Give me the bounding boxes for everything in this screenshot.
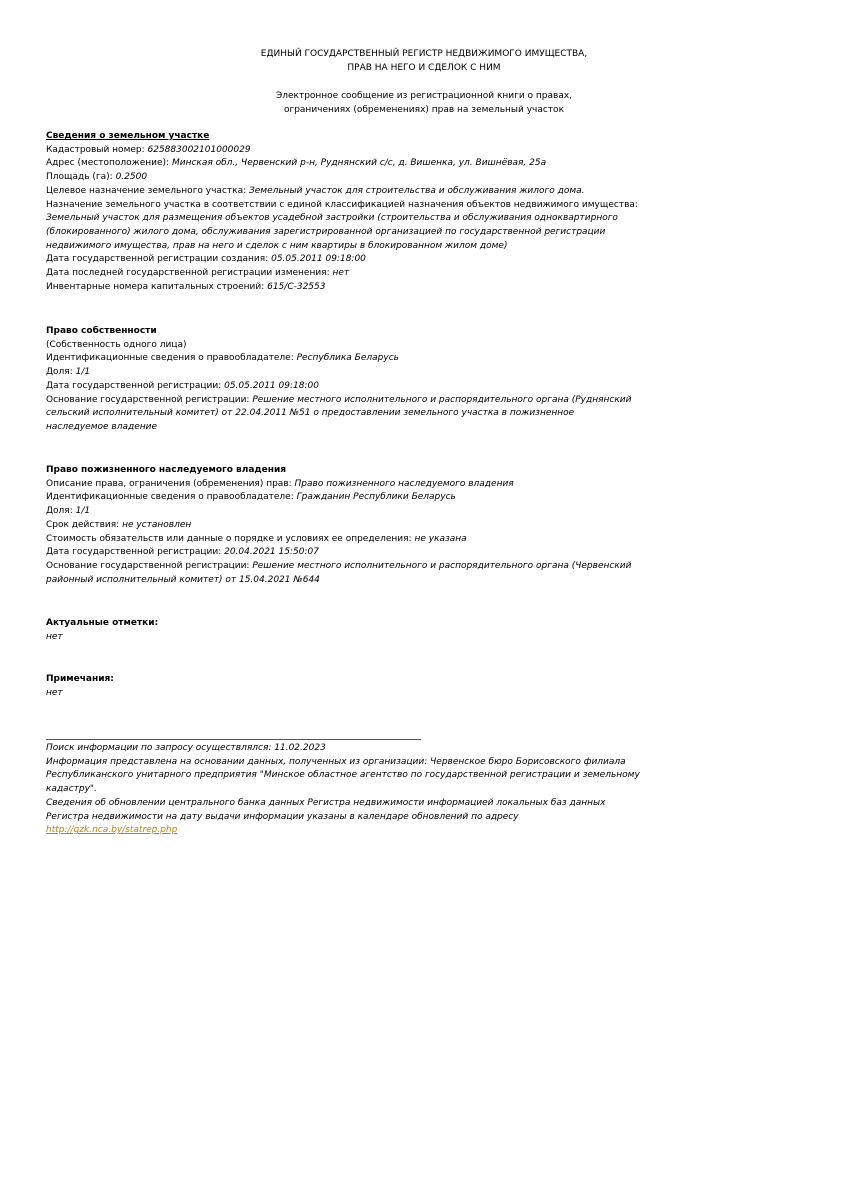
lifetime-basis-value-line-2: районный исполнительный комитет) от 15.04.2021 №644: [46, 574, 320, 585]
ownership-basis-value-line-1: Решение местного исполнительного и распорядительного органа (Руднянский: [252, 394, 632, 405]
last-change-label: Дата последней государственной регистрации изменения:: [46, 268, 333, 279]
ownership-holder-row: [46, 352, 816, 366]
land-plot-heading: Сведения о земельном участке: [46, 131, 210, 141]
ownership-share-row: [46, 366, 816, 380]
address-value: Минская обл., Червенский р-н, Руднянский с/с, д. Вишенка, ул. Вишнёвая, 25а: [171, 158, 547, 169]
lifetime-holder-row: [46, 491, 816, 505]
ownership-basis-value-line-2: сельский исполнительный комитет) от 22.04.2011 №51 о предоставлении земельного участка в пожизненное: [46, 408, 575, 419]
ownership-reg-date-row: [46, 380, 816, 394]
lifetime-possession-section: [46, 464, 816, 587]
ownership-section: [46, 325, 816, 435]
title-line-1: ЕДИНЫЙ ГОСУДАРСТВЕННЫЙ РЕГИСТР НЕДВИЖИМОГО ИМУЩЕСТВА,: [260, 49, 588, 59]
info-source-line-1: Информация представлена на основании данных, полученных из организации: Червенское бюро Борисовского филиала: [46, 756, 626, 767]
lifetime-share-row: [46, 505, 816, 519]
title-line-2: ПРАВ НА НЕГО И СДЕЛОК С НИМ: [347, 63, 501, 73]
area-row: [46, 171, 816, 185]
ownership-reg-date-label: Дата государственной регистрации:: [46, 380, 225, 391]
lifetime-cost-value: не указана: [414, 533, 467, 544]
lifetime-term-label: Срок действия:: [46, 519, 123, 530]
notes-heading: Примечания:: [46, 674, 114, 684]
update-info-line-1: Сведения об обновлении центрального банка данных Регистра недвижимости информацией локальных баз данных: [46, 797, 606, 808]
ownership-basis-label: Основание государственной регистрации:: [46, 394, 253, 405]
ownership-holder-value: Республика Беларусь: [296, 353, 399, 364]
classification-value-line-2: (блокированного) жилого дома, обслуживания зарегистрированной организацией по государственной регистрации: [46, 226, 606, 237]
lifetime-heading: Право пожизненного наследуемого владения: [46, 465, 287, 475]
search-date-line: Поиск информации по запросу осуществлялся: 11.02.2023: [46, 743, 326, 753]
inventory-numbers-row: [46, 281, 816, 295]
ownership-heading: Право собственности: [46, 326, 157, 336]
last-change-value: нет: [332, 268, 350, 279]
lifetime-basis-label: Основание государственной регистрации:: [46, 560, 253, 571]
lifetime-term-row: [46, 519, 816, 533]
footer-divider: [46, 739, 421, 740]
notes-section: [46, 673, 816, 700]
lifetime-cost-row: [46, 533, 816, 547]
cadastral-number-label: Кадастровый номер:: [46, 144, 148, 155]
ownership-reg-date-value: 05.05.2011 09:18:00: [224, 380, 319, 391]
lifetime-basis-value-line-1: Решение местного исполнительного и распорядительного органа (Червенский: [252, 560, 632, 571]
address-row: [46, 157, 816, 171]
lifetime-share-value: 1/1: [75, 506, 91, 517]
footer-section: [46, 742, 816, 838]
classification-value-line-1: Земельный участок для размещения объектов усадебной застройки (строительства и обслуживания одноквартирного: [46, 213, 618, 224]
land-plot-section: [46, 130, 816, 294]
current-marks-section: [46, 617, 816, 644]
notes-value: нет: [46, 687, 63, 698]
last-change-row: [46, 267, 816, 281]
info-source-line-3: кадастру".: [46, 784, 97, 795]
lifetime-basis-row: [46, 560, 816, 574]
lifetime-reg-date-value: 20.04.2021 15:50:07: [224, 547, 319, 558]
classification-value-line-3: недвижимого имущества, прав на него и сделок с ним квартиры в блокированном жилом доме): [46, 240, 508, 251]
cadastral-number-value: 625883002101000029: [147, 144, 251, 155]
document-title: [0, 47, 848, 75]
lifetime-share-label: Доля:: [46, 506, 76, 517]
subtitle-line-2: ограничениях (обременениях) прав на земельный участок: [283, 105, 565, 115]
lifetime-holder-value: Гражданин Республики Беларусь: [296, 492, 456, 503]
ownership-basis-row: [46, 394, 816, 408]
creation-date-row: [46, 253, 816, 267]
classification-label: Назначение земельного участка в соответствии с единой классификацией назначения объектов недвижимого имущества:: [46, 199, 638, 210]
inventory-numbers-label: Инвентарные номера капитальных строений:: [46, 281, 268, 292]
purpose-label: Целевое назначение земельного участка:: [46, 185, 249, 196]
lifetime-desc-label: Описание права, ограничения (обременения) прав:: [46, 478, 295, 489]
lifetime-holder-label: Идентификационные сведения о правообладателе:: [46, 492, 297, 503]
lifetime-cost-label: Стоимость обязательств или данные о порядке и условиях ее определения:: [46, 533, 415, 544]
ownership-type: (Собственность одного лица): [46, 339, 187, 350]
creation-date-label: Дата государственной регистрации создания:: [46, 254, 272, 265]
current-marks-heading: Актуальные отметки:: [46, 618, 159, 628]
purpose-row: [46, 185, 816, 199]
purpose-value: Земельный участок для строительства и обслуживания жилого дома.: [248, 185, 585, 196]
area-label: Площадь (га):: [46, 172, 116, 183]
area-value: 0.2500: [115, 172, 148, 183]
lifetime-term-value: не установлен: [122, 519, 192, 530]
ownership-share-value: 1/1: [75, 367, 91, 378]
cadastral-number-row: [46, 144, 816, 158]
inventory-numbers-value: 615/C-32553: [267, 281, 326, 292]
ownership-holder-label: Идентификационные сведения о правообладателе:: [46, 353, 297, 364]
update-info-line-2: Регистра недвижимости на дату выдачи информации указаны в календаре обновлений по адресу: [46, 811, 519, 822]
document-subtitle: [0, 89, 848, 117]
lifetime-desc-value: Право пожизненного наследуемого владения: [294, 478, 514, 489]
lifetime-reg-date-label: Дата государственной регистрации:: [46, 547, 225, 558]
ownership-basis-value-line-3: наследуемое владение: [46, 421, 158, 432]
update-calendar-link[interactable]: http://gzk.nca.by/statrep.php: [46, 825, 178, 836]
lifetime-desc-row: [46, 478, 816, 492]
current-marks-value: нет: [46, 631, 63, 642]
subtitle-line-1: Электронное сообщение из регистрационной книги о правах,: [275, 91, 573, 101]
ownership-share-label: Доля:: [46, 367, 76, 378]
address-label: Адрес (местоположение):: [46, 158, 172, 169]
info-source-line-2: Республиканского унитарного предприятия "Минское областное агентство по государственной регистрации и земельному: [46, 770, 640, 781]
creation-date-value: 05.05.2011 09:18:00: [271, 254, 366, 265]
lifetime-reg-date-row: [46, 546, 816, 560]
